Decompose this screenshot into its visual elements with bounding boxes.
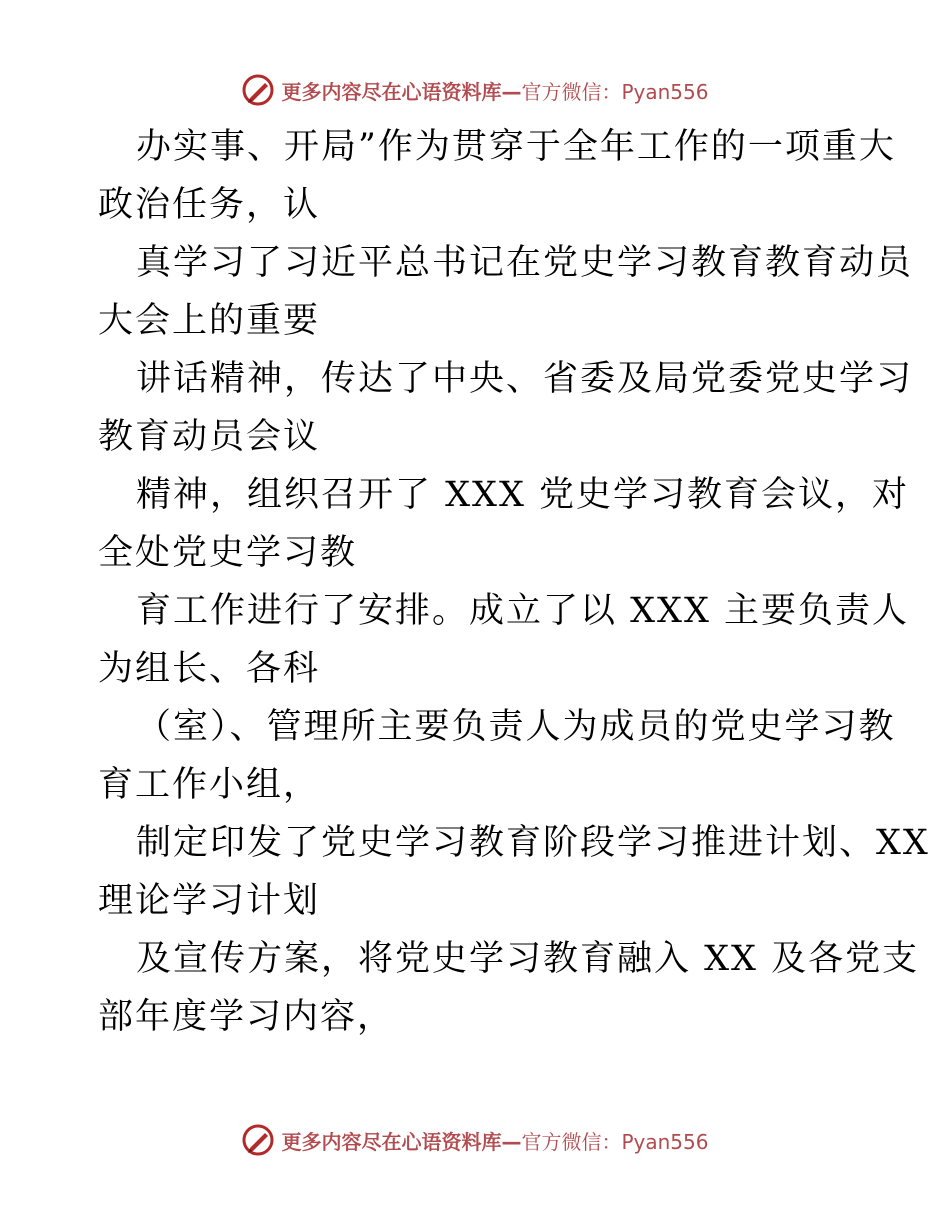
text-line: 真学习了习近平总书记在党史学习教育教育动员 bbox=[136, 243, 914, 283]
text-line: 制定印发了党史学习教育阶段学习推进计划、XX bbox=[136, 823, 930, 863]
text-line: 育工作小组， bbox=[98, 765, 321, 805]
text-line: 全处党史学习教 bbox=[98, 533, 358, 573]
footer-banner bbox=[0, 1118, 950, 1162]
text-line: 大会上的重要 bbox=[98, 301, 321, 341]
text-line: 及宣传方案，将党史学习教育融入 XX 及各党支 bbox=[136, 939, 920, 979]
text-line: 讲话精神，传达了中央、省委及局党委党史学习 bbox=[136, 359, 914, 399]
text-line: 育工作进行了安排。成立了以 XXX 主要负责人 bbox=[136, 591, 910, 631]
text-line: （室）、管理所主要负责人为成员的党史学习教 bbox=[136, 707, 896, 747]
text-line: 部年度学习内容， bbox=[98, 997, 395, 1037]
text-line: 政治任务，认 bbox=[98, 185, 321, 225]
text-line: 为组长、各科 bbox=[98, 649, 321, 689]
text-line: 精神，组织召开了 XXX 党史学习教育会议，对 bbox=[136, 475, 910, 515]
pen-logo-icon bbox=[241, 73, 275, 107]
text-line: 办实事、开局”作为贯穿于全年工作的一项重大 bbox=[136, 127, 896, 167]
footer-banner-text: 更多内容尽在心语资料库—官方微信：Pyan556 bbox=[281, 1129, 709, 1154]
text-line: 理论学习计划 bbox=[98, 881, 321, 921]
header-banner bbox=[0, 68, 950, 112]
header-banner-text: 更多内容尽在心语资料库—官方微信：Pyan556 bbox=[281, 79, 709, 104]
document-body bbox=[98, 118, 930, 1046]
pen-logo-icon bbox=[241, 1123, 275, 1157]
text-line: 教育动员会议 bbox=[98, 417, 321, 457]
